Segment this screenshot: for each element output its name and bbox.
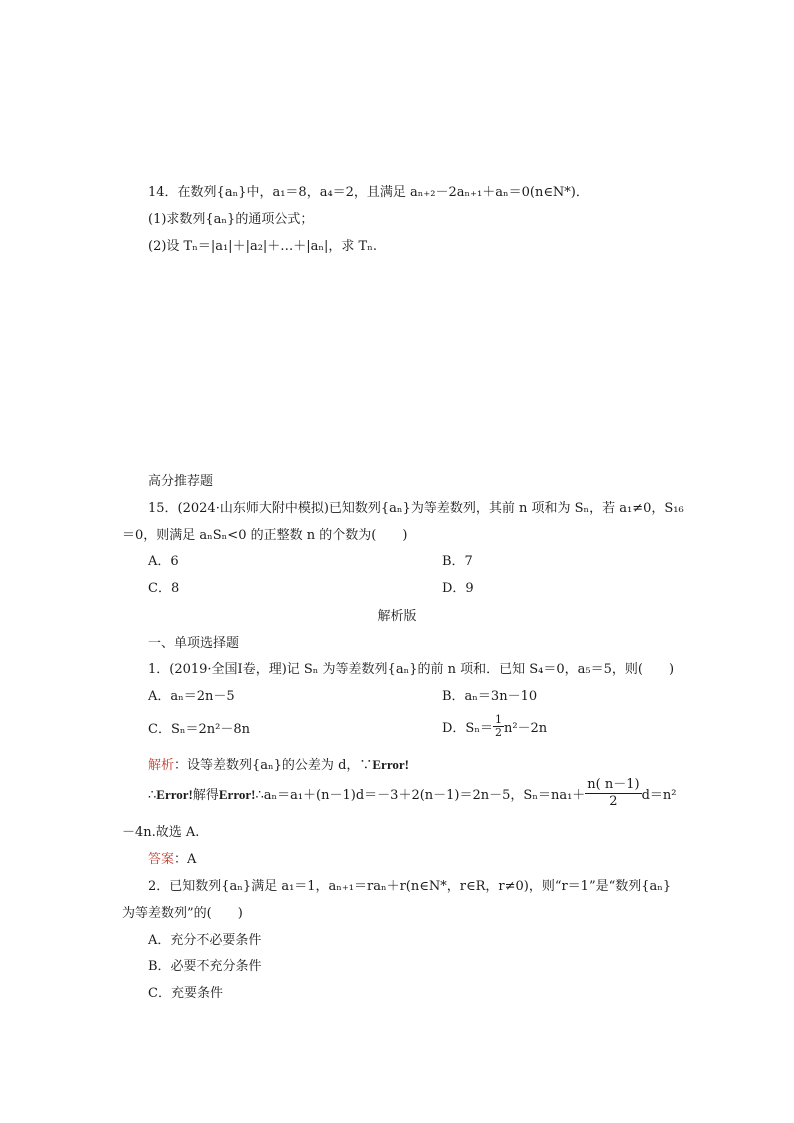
- answer-text: ：A: [174, 852, 197, 867]
- q1-solution-line3: －4n.故选 A.: [122, 825, 200, 840]
- q1-option-a: A．aₙ＝2n－5: [148, 689, 235, 704]
- solution-formula-end: d＝n²: [641, 788, 677, 803]
- q15-option-c: C．8: [148, 581, 180, 596]
- section-high-score-heading: 高分推荐题: [148, 474, 214, 489]
- therefore-symbol: ∴: [148, 788, 157, 803]
- q14-part2: (2)设 Tₙ＝|a₁|＋|a₂|＋…＋|aₙ|，求 Tₙ.: [148, 239, 377, 254]
- solved-text: 解得: [192, 788, 219, 803]
- fraction-denominator: 2: [609, 794, 618, 809]
- q2-option-b: B．必要不充分条件: [148, 959, 262, 974]
- q15-option-d: D．9: [442, 581, 474, 596]
- error-placeholder: Error!: [156, 787, 193, 802]
- solution-text: ：设等差数列{aₙ}的公差为 d，∵: [174, 758, 373, 773]
- error-placeholder: Error!: [372, 757, 409, 772]
- solution-formula: ∴aₙ＝a₁＋(n－1)d＝－3＋2(n－1)＝2n－5，Sₙ＝na₁＋: [255, 788, 586, 803]
- q2-line1: 2．已知数列{aₙ}满足 a₁＝1，aₙ₊₁＝raₙ＋r(n∈N*，r∈R，r≠0)，则“r＝1”是“数列{aₙ}: [148, 879, 672, 894]
- q1-option-c: C．Sₙ＝2n²－8n: [148, 722, 250, 737]
- answer-label: 答案: [148, 852, 175, 867]
- q1-option-d: [442, 713, 547, 745]
- q1-answer: [148, 851, 196, 869]
- analysis-title: 解析版: [377, 609, 417, 624]
- q15-line2: ＝0，则满足 aₙSₙ<0 的正整数 n 的个数为( ): [122, 528, 408, 543]
- fraction-numerator: n( n－1): [587, 777, 640, 792]
- section-one-heading: 一、单项选择题: [148, 636, 240, 651]
- q15-line1: 15．(2024·山东师大附中模拟)已知数列{aₙ}为等差数列，其前 n 项和为 Sₙ，若 a₁≠0，S₁₆: [148, 501, 684, 516]
- sum-fraction: [585, 777, 641, 810]
- q2-line2: 为等差数列”的( ): [122, 906, 243, 921]
- solution-label: 解析: [148, 758, 175, 773]
- q1-stem: 1．(2019·全国Ⅰ卷，理)记 Sₙ 为等差数列{aₙ}的前 n 项和．已知 S₄＝0，a₅＝5，则( ): [148, 662, 675, 677]
- q1-option-d-prefix: D．Sₙ＝: [442, 721, 493, 736]
- q2-option-c: C．充要条件: [148, 986, 223, 1001]
- q15-option-b: B．7: [442, 554, 473, 569]
- fraction-denominator: 2: [494, 726, 502, 739]
- q14-line1: 14．在数列{aₙ}中，a₁＝8，a₄＝2，且满足 aₙ₊₂－2aₙ₊₁＋aₙ＝0(n∈N*)．: [148, 185, 589, 200]
- q1-option-d-suffix: n²－2n: [503, 721, 548, 736]
- q15-option-a: A．6: [148, 554, 179, 569]
- error-placeholder: Error!: [218, 787, 256, 802]
- q1-solution-line2: [148, 778, 676, 813]
- q1-solution-line1: [148, 756, 409, 775]
- q2-option-a: A．充分不必要条件: [148, 933, 262, 948]
- q1-option-d-fraction: [493, 714, 504, 739]
- q14-part1: (1)求数列{aₙ}的通项公式；: [148, 212, 314, 227]
- fraction-numerator: 1: [494, 713, 502, 726]
- q1-option-b: B．aₙ＝3n－10: [442, 689, 538, 704]
